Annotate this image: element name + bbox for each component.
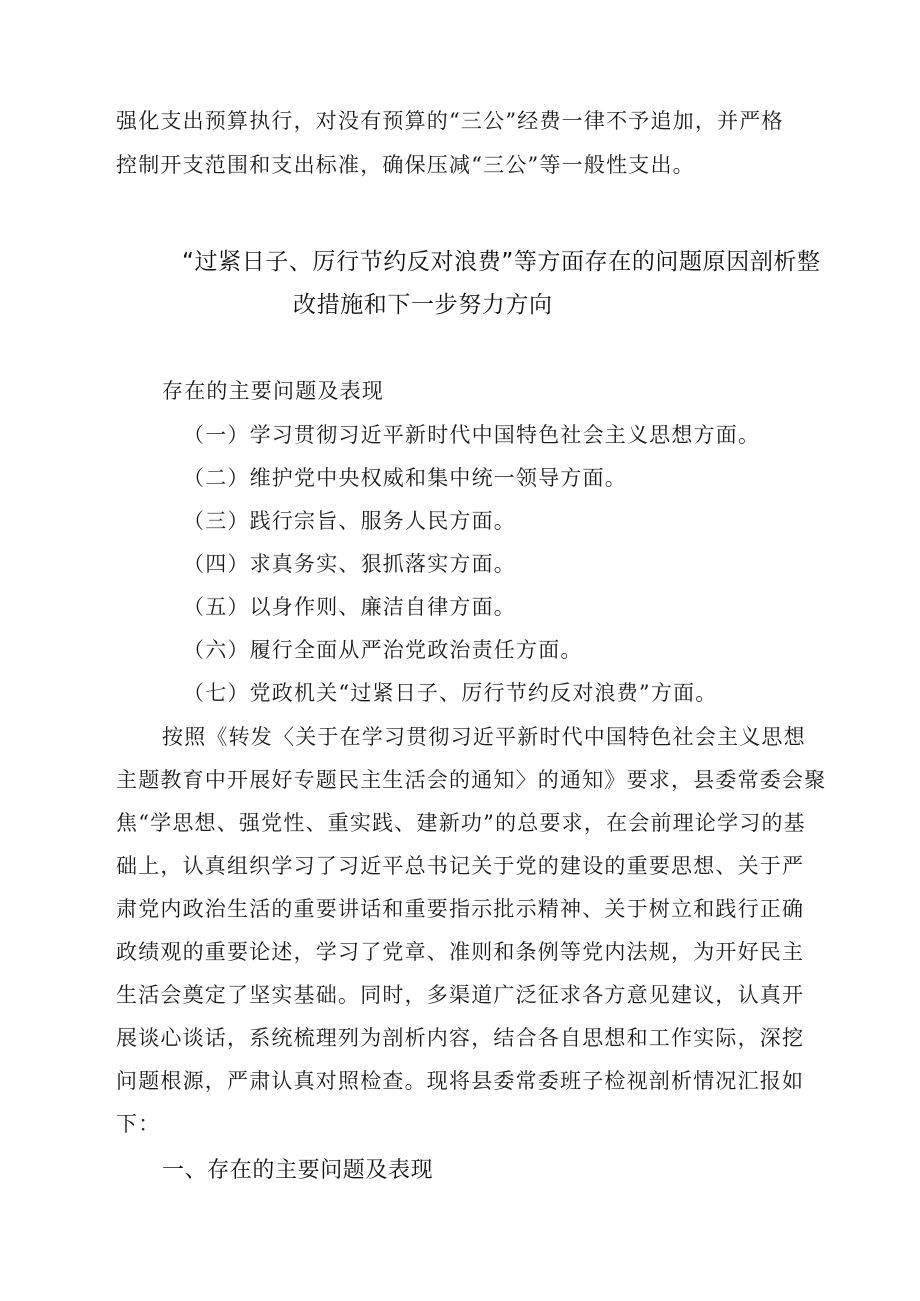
- section-label: 存在的主要问题及表现: [162, 379, 384, 403]
- list-item-5: （五）以身作则、廉洁自律方面。: [183, 595, 516, 619]
- list-item-2: （二）维护党中央权威和集中统一领导方面。: [183, 466, 627, 490]
- intro-line-1: 强化支出预算执行，对没有预算的“三公”经费一律不予追加，并严格: [116, 109, 784, 133]
- body-line-2: 主题教育中开展好专题民主生活会的通知〉的通知》要求，县委常委会聚: [116, 768, 827, 792]
- body-line-6: 政绩观的重要论述，学习了党章、准则和条例等党内法规，为开好民主: [116, 940, 805, 964]
- intro-line-2: 控制开支范围和支出标准，确保压减“三公”等一般性支出。: [116, 153, 695, 177]
- body-line-5: 肃党内政治生活的重要讲话和重要指示批示精神、关于树立和践行正确: [116, 897, 805, 921]
- list-item-4: （四）求真务实、狠抓落实方面。: [183, 552, 516, 576]
- body-line-8: 展谈心谈话，系统梳理列为剖析内容，结合各自思想和工作实际，深挖: [116, 1026, 805, 1050]
- list-item-1: （一）学习贯彻习近平新时代中国特色社会主义思想方面。: [183, 423, 761, 447]
- list-item-3: （三）践行宗旨、服务人民方面。: [183, 509, 516, 533]
- list-item-6: （六）履行全面从严治党政治责任方面。: [183, 638, 583, 662]
- body-line-9: 问题根源，严肃认真对照检查。现将县委常委班子检视剖析情况汇报如: [116, 1069, 805, 1093]
- document-title-line-1: “过紧日子、厉行节约反对浪费”等方面存在的问题原因剖析整: [182, 249, 821, 275]
- body-line-3: 焦“学思想、强党性、重实践、建新功”的总要求，在会前理论学习的基: [116, 811, 806, 835]
- document-title-line-2: 改措施和下一步努力方向: [293, 292, 553, 318]
- section-heading: 一、存在的主要问题及表现: [162, 1158, 434, 1183]
- body-line-4: 础上，认真组织学习了习近平总书记关于党的建设的重要思想、关于严: [116, 854, 805, 878]
- list-item-7: （七）党政机关“过紧日子、厉行节约反对浪费”方面。: [183, 681, 718, 705]
- body-line-1: 按照《转发〈关于在学习贯彻习近平新时代中国特色社会主义思想: [162, 725, 806, 749]
- body-line-10: 下：: [116, 1112, 161, 1136]
- body-line-7: 生活会奠定了坚实基础。同时，多渠道广泛征求各方意见建议，认真开: [116, 983, 805, 1007]
